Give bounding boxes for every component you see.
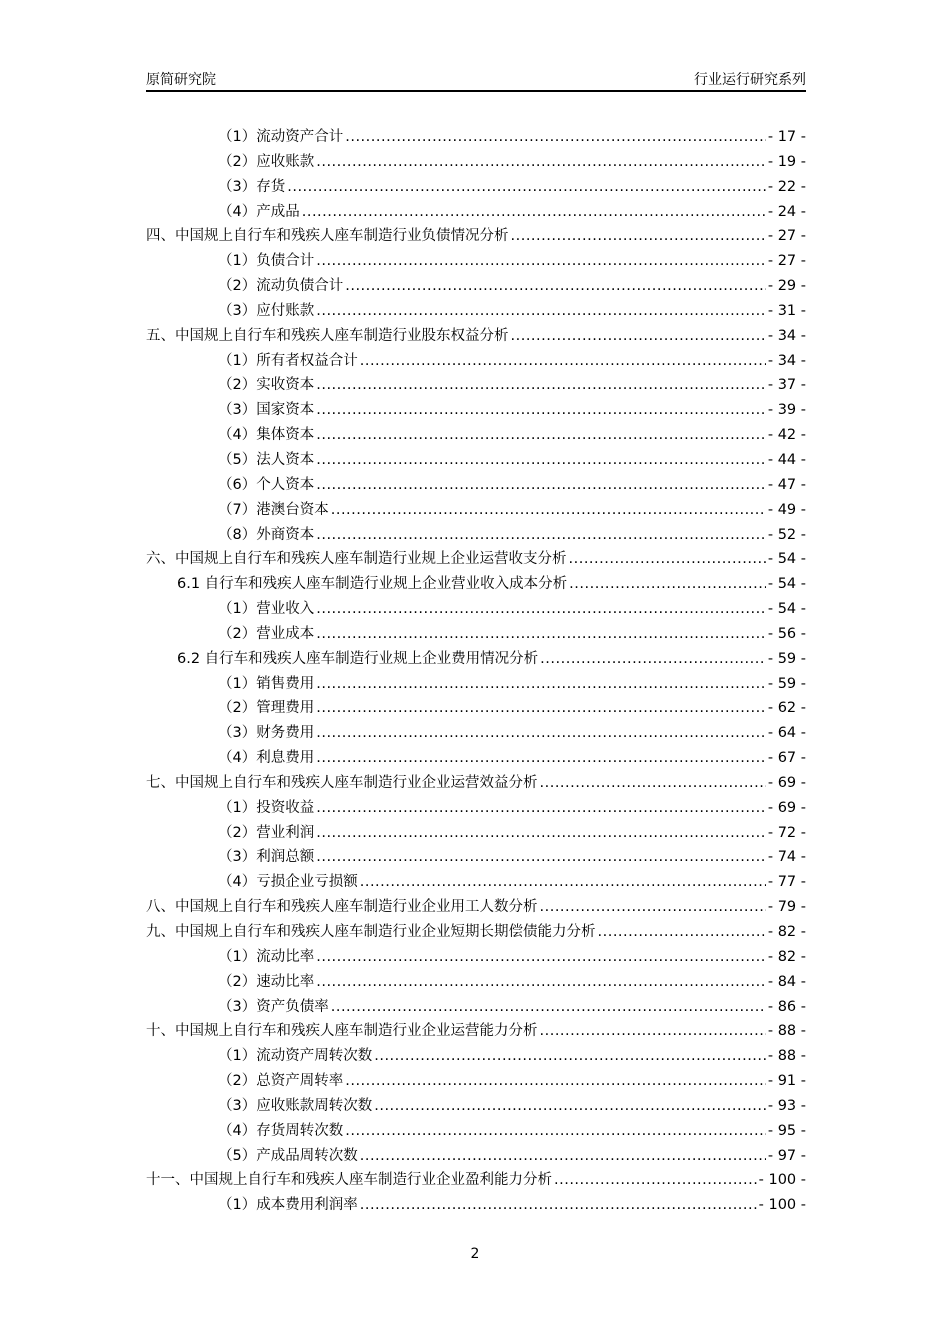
toc-entry-page: - 97 - xyxy=(767,1147,806,1164)
toc-entry-page: - 88 - xyxy=(767,1048,806,1065)
toc-dot-leader xyxy=(316,845,766,870)
toc-entry[interactable] xyxy=(146,721,806,746)
toc-dot-leader xyxy=(360,349,766,374)
toc-entry[interactable] xyxy=(146,125,806,150)
toc-dot-leader xyxy=(598,920,766,945)
toc-entry-title: 四、中国规上自行车和残疾人座车制造行业负债情况分析 xyxy=(146,228,509,245)
toc-entry[interactable] xyxy=(146,473,806,498)
toc-entry[interactable] xyxy=(146,771,806,796)
toc-dot-leader xyxy=(316,945,766,970)
toc-entry[interactable] xyxy=(146,1044,806,1069)
toc-entry[interactable] xyxy=(146,299,806,324)
toc-entry-title: （6）个人资本 xyxy=(218,476,315,493)
toc-entry[interactable] xyxy=(146,995,806,1020)
toc-entry[interactable] xyxy=(146,1119,806,1144)
toc-entry[interactable] xyxy=(146,845,806,870)
toc-entry-page: - 27 - xyxy=(767,253,806,270)
toc-entry-title: （7）港澳台资本 xyxy=(218,501,329,518)
toc-dot-leader xyxy=(331,498,766,523)
toc-entry-page: - 44 - xyxy=(767,451,806,468)
toc-dot-leader xyxy=(316,796,766,821)
toc-entry[interactable] xyxy=(146,150,806,175)
toc-entry-page: - 59 - xyxy=(767,675,806,692)
toc-entry-page: - 39 - xyxy=(767,402,806,419)
toc-entry-title: （4）利息费用 xyxy=(218,750,315,767)
toc-entry[interactable] xyxy=(146,200,806,225)
toc-entry-title: 五、中国规上自行车和残疾人座车制造行业股东权益分析 xyxy=(146,327,509,344)
toc-dot-leader xyxy=(316,249,766,274)
toc-entry-page: - 84 - xyxy=(767,973,806,990)
toc-entry-title: （2）管理费用 xyxy=(218,700,315,717)
toc-dot-leader xyxy=(331,995,766,1020)
toc-entry[interactable] xyxy=(146,945,806,970)
toc-entry-page: - 77 - xyxy=(767,874,806,891)
toc-entry[interactable] xyxy=(146,647,806,672)
toc-entry-page: - 59 - xyxy=(767,650,806,667)
toc-entry-page: - 88 - xyxy=(767,1023,806,1040)
toc-entry[interactable] xyxy=(146,1069,806,1094)
toc-entry[interactable] xyxy=(146,274,806,299)
toc-dot-leader xyxy=(316,622,766,647)
toc-entry-title: （3）应付账款 xyxy=(218,302,315,319)
toc-dot-leader xyxy=(316,373,766,398)
toc-entry-title: （4）存货周转次数 xyxy=(218,1122,344,1139)
toc-entry-page: - 64 - xyxy=(767,725,806,742)
toc-entry-title: 十、中国规上自行车和残疾人座车制造行业企业运营能力分析 xyxy=(146,1023,538,1040)
toc-entry[interactable] xyxy=(146,349,806,374)
toc-dot-leader xyxy=(316,473,766,498)
toc-entry-title: （3）利润总额 xyxy=(218,849,315,866)
toc-entry-title: （2）营业利润 xyxy=(218,824,315,841)
toc-entry[interactable] xyxy=(146,1019,806,1044)
toc-entry-page: - 24 - xyxy=(767,203,806,220)
toc-dot-leader xyxy=(345,1069,766,1094)
toc-entry-page: - 72 - xyxy=(767,824,806,841)
toc-entry-title: （1）所有者权益合计 xyxy=(218,352,358,369)
toc-entry-title: （4）亏损企业亏损额 xyxy=(218,874,358,891)
toc-dot-leader xyxy=(316,696,766,721)
toc-entry-title: （3）存货 xyxy=(218,178,286,195)
toc-entry-page: - 22 - xyxy=(767,178,806,195)
toc-dot-leader xyxy=(554,1168,757,1193)
toc-entry-title: 6.1 自行车和残疾人座车制造行业规上企业营业收入成本分析 xyxy=(177,576,568,593)
toc-dot-leader xyxy=(316,448,766,473)
toc-dot-leader xyxy=(316,672,766,697)
page-number: 2 xyxy=(470,1246,480,1262)
toc-entry-title: （8）外商资本 xyxy=(218,526,315,543)
toc-entry[interactable] xyxy=(146,821,806,846)
toc-dot-leader xyxy=(360,1144,766,1169)
toc-dot-leader xyxy=(316,398,766,423)
toc-entry-page: - 27 - xyxy=(767,228,806,245)
toc-dot-leader xyxy=(316,423,766,448)
toc-dot-leader xyxy=(316,597,766,622)
toc-entry[interactable] xyxy=(146,523,806,548)
toc-entry-title: （2）速动比率 xyxy=(218,973,315,990)
toc-entry-page: - 91 - xyxy=(767,1073,806,1090)
toc-entry-title: （1）流动资产合计 xyxy=(218,129,344,145)
toc-entry-page: - 37 - xyxy=(767,377,806,394)
toc-dot-leader xyxy=(345,274,766,299)
toc-dot-leader xyxy=(540,647,766,672)
toc-entry-page: - 69 - xyxy=(767,774,806,791)
toc-entry[interactable] xyxy=(146,249,806,274)
toc-entry-page: - 86 - xyxy=(767,998,806,1015)
toc-entry[interactable] xyxy=(146,672,806,697)
toc-entry-page: - 49 - xyxy=(767,501,806,518)
toc-entry-page: - 29 - xyxy=(767,278,806,295)
toc-entry[interactable] xyxy=(146,895,806,920)
toc-dot-leader xyxy=(374,1044,766,1069)
toc-entry-title: （3）财务费用 xyxy=(218,725,315,742)
toc-entry-page: - 31 - xyxy=(767,302,806,319)
toc-entry-title: 七、中国规上自行车和残疾人座车制造行业企业运营效益分析 xyxy=(146,774,538,791)
toc-entry-page: - 93 - xyxy=(767,1097,806,1114)
toc-entry-title: 十一、中国规上自行车和残疾人座车制造行业企业盈利能力分析 xyxy=(146,1172,552,1189)
toc-entry-title: 八、中国规上自行车和残疾人座车制造行业企业用工人数分析 xyxy=(146,899,538,916)
toc-entry[interactable] xyxy=(146,572,806,597)
toc-entry-title: （4）产成品 xyxy=(218,203,300,220)
toc-dot-leader xyxy=(540,1019,766,1044)
toc-dot-leader xyxy=(511,324,766,349)
toc-entry[interactable] xyxy=(146,398,806,423)
toc-entry-title: （1）成本费用利润率 xyxy=(218,1197,358,1214)
toc-entry-page: - 56 - xyxy=(767,625,806,642)
toc-dot-leader xyxy=(287,175,766,200)
toc-dot-leader xyxy=(316,970,766,995)
toc-entry-page: - 82 - xyxy=(767,948,806,965)
toc-entry-title: （2）应收账款 xyxy=(218,153,315,170)
toc-entry[interactable] xyxy=(146,1193,806,1218)
toc-entry-page: - 100 - xyxy=(758,1197,806,1214)
toc-entry-page: - 67 - xyxy=(767,750,806,767)
toc-entry-page: - 95 - xyxy=(767,1122,806,1139)
toc-dot-leader xyxy=(374,1094,766,1119)
toc-entry-page: - 42 - xyxy=(767,427,806,444)
toc-entry[interactable] xyxy=(146,870,806,895)
toc-entry[interactable] xyxy=(146,448,806,473)
toc-entry-page: - 79 - xyxy=(767,899,806,916)
toc-entry-page: - 17 - xyxy=(767,129,806,145)
toc-entry-title: 九、中国规上自行车和残疾人座车制造行业企业短期长期偿债能力分析 xyxy=(146,924,596,940)
toc-entry[interactable] xyxy=(146,597,806,622)
toc-dot-leader xyxy=(316,721,766,746)
toc-entry[interactable] xyxy=(146,224,806,249)
toc-entry-title: （1）营业收入 xyxy=(218,601,315,618)
toc-dot-leader xyxy=(569,547,766,572)
toc-entry-title: （2）营业成本 xyxy=(218,625,315,642)
toc-entry-page: - 34 - xyxy=(767,327,806,344)
toc-dot-leader xyxy=(345,1119,766,1144)
toc-entry-title: （1）投资收益 xyxy=(218,799,315,816)
toc-entry-title: （1）流动资产周转次数 xyxy=(218,1048,373,1065)
toc-entry-title: 6.2 自行车和残疾人座车制造行业规上企业费用情况分析 xyxy=(177,650,539,667)
toc-entry-title: （3）资产负债率 xyxy=(218,998,329,1015)
toc-entry[interactable] xyxy=(146,696,806,721)
toc-entry-page: - 100 - xyxy=(758,1172,806,1189)
toc-entry-page: - 69 - xyxy=(767,799,806,816)
toc-dot-leader xyxy=(540,771,766,796)
toc-entry-title: （1）负债合计 xyxy=(218,253,315,270)
toc-entry-page: - 54 - xyxy=(767,601,806,618)
toc-entry-page: - 47 - xyxy=(767,476,806,493)
toc-entry-title: （1）销售费用 xyxy=(218,675,315,692)
table-of-contents xyxy=(146,125,806,1218)
toc-entry[interactable] xyxy=(146,175,806,200)
toc-entry-page: - 54 - xyxy=(767,576,806,593)
toc-dot-leader xyxy=(316,299,766,324)
toc-entry-title: 六、中国规上自行车和残疾人座车制造行业规上企业运营收支分析 xyxy=(146,551,567,568)
toc-entry[interactable] xyxy=(146,498,806,523)
toc-dot-leader xyxy=(360,870,766,895)
toc-entry-page: - 74 - xyxy=(767,849,806,866)
toc-entry-title: （2）实收资本 xyxy=(218,377,315,394)
toc-entry-page: - 52 - xyxy=(767,526,806,543)
toc-entry-title: （5）法人资本 xyxy=(218,451,315,468)
toc-entry[interactable] xyxy=(146,796,806,821)
toc-dot-leader xyxy=(345,125,766,150)
toc-dot-leader xyxy=(569,572,766,597)
toc-entry-title: （3）国家资本 xyxy=(218,402,315,419)
toc-entry[interactable] xyxy=(146,423,806,448)
page-header xyxy=(146,66,806,92)
toc-entry-title: （5）产成品周转次数 xyxy=(218,1147,358,1164)
header-series-title: 行业运行研究系列 xyxy=(694,72,806,88)
toc-dot-leader xyxy=(316,150,766,175)
toc-dot-leader xyxy=(316,821,766,846)
toc-entry-page: - 82 - xyxy=(767,924,806,940)
toc-dot-leader xyxy=(302,200,766,225)
toc-entry[interactable] xyxy=(146,324,806,349)
toc-entry[interactable] xyxy=(146,970,806,995)
toc-dot-leader xyxy=(316,523,766,548)
toc-dot-leader xyxy=(540,895,766,920)
toc-entry-page: - 34 - xyxy=(767,352,806,369)
toc-dot-leader xyxy=(360,1193,757,1218)
toc-entry-title: （2）总资产周转率 xyxy=(218,1073,344,1090)
header-org-name: 原简研究院 xyxy=(146,72,216,88)
toc-entry[interactable] xyxy=(146,547,806,572)
toc-entry[interactable] xyxy=(146,373,806,398)
toc-entry-page: - 54 - xyxy=(767,551,806,568)
toc-entry-page: - 19 - xyxy=(767,153,806,170)
toc-entry[interactable] xyxy=(146,1094,806,1119)
toc-dot-leader xyxy=(316,746,766,771)
toc-entry-title: （2）流动负债合计 xyxy=(218,278,344,295)
toc-entry-title: （1）流动比率 xyxy=(218,948,315,965)
toc-entry[interactable] xyxy=(146,920,806,945)
toc-entry-title: （3）应收账款周转次数 xyxy=(218,1097,373,1114)
toc-entry[interactable] xyxy=(146,1144,806,1169)
toc-entry[interactable] xyxy=(146,622,806,647)
toc-entry-page: - 62 - xyxy=(767,700,806,717)
toc-entry-title: （4）集体资本 xyxy=(218,427,315,444)
toc-dot-leader xyxy=(511,224,766,249)
toc-entry[interactable] xyxy=(146,1168,806,1193)
toc-entry[interactable] xyxy=(146,746,806,771)
